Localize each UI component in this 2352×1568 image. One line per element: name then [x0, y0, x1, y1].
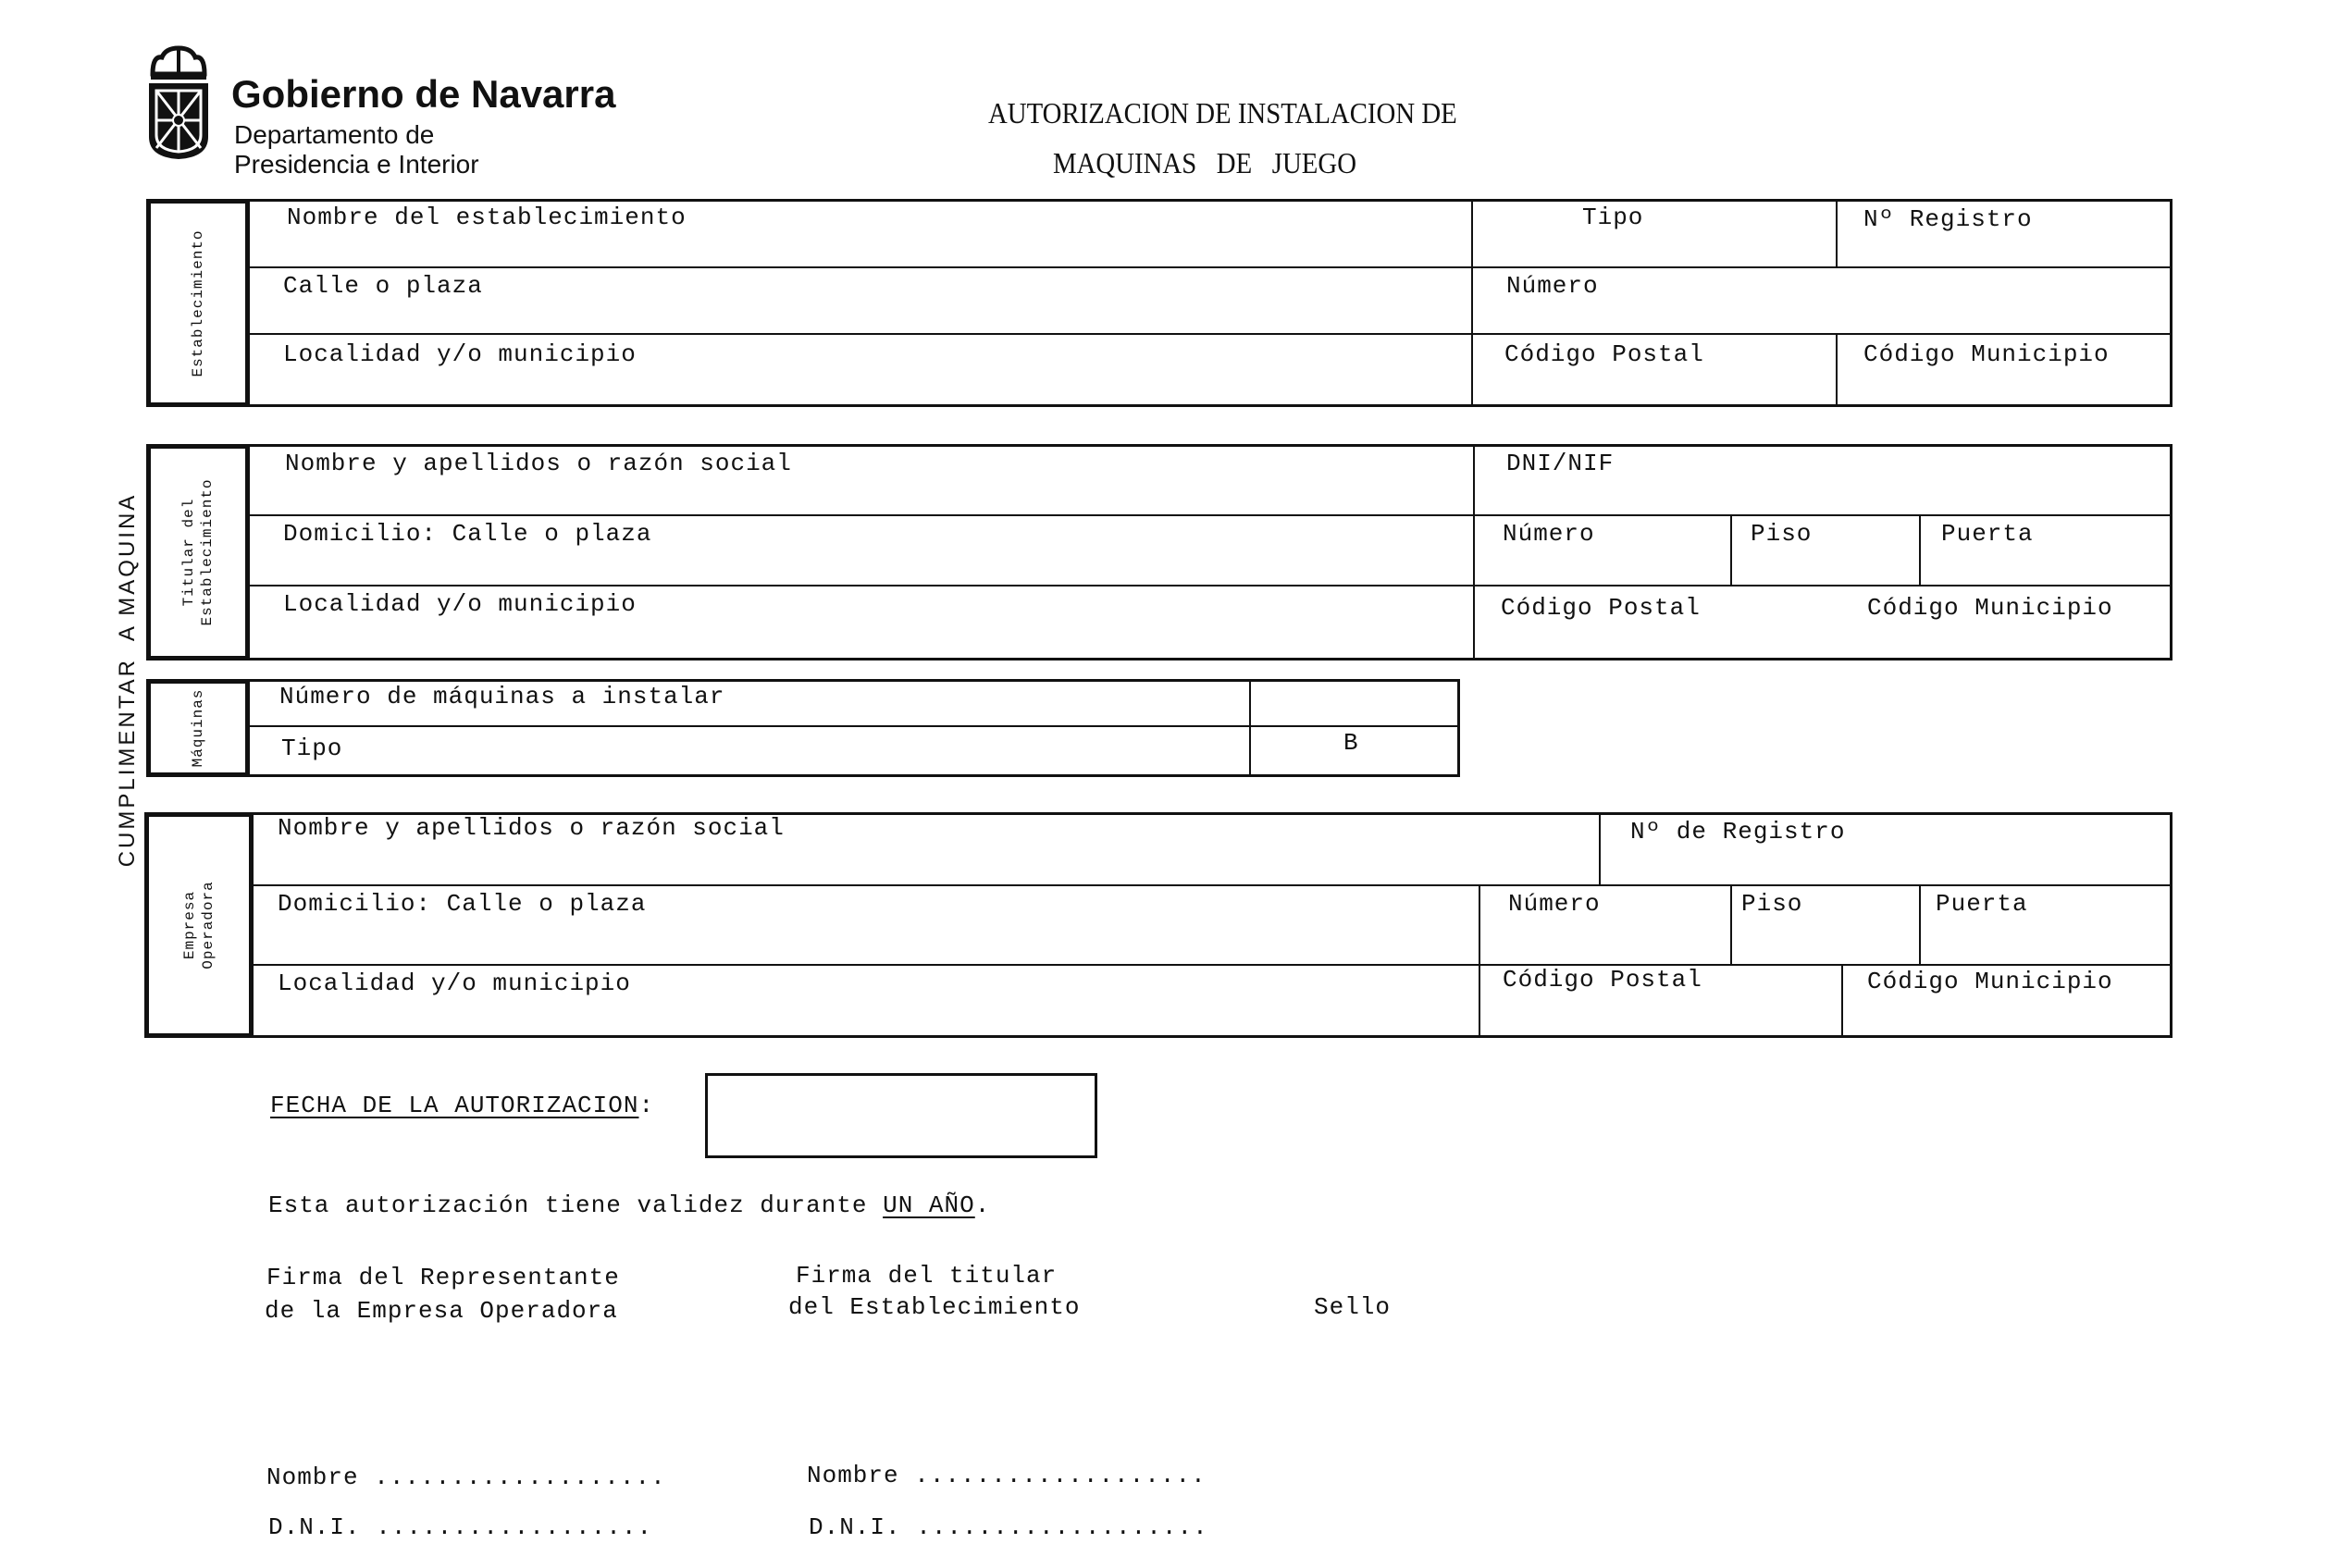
- field-titular-codigo-municipio[interactable]: Código Municipio: [1867, 594, 2113, 622]
- field-empresa-numero[interactable]: Número: [1508, 890, 1601, 918]
- section-label-empresa: Empresa Operadora: [144, 812, 254, 1038]
- firma-representante-line-2: de la Empresa Operadora: [265, 1297, 618, 1325]
- field-empresa-registro[interactable]: Nº de Registro: [1630, 818, 1846, 846]
- dni-firmante-2[interactable]: D.N.I. ...................: [809, 1513, 1208, 1541]
- sello-label: Sello: [1314, 1293, 1392, 1321]
- section-label-establecimiento: Establecimiento: [146, 199, 250, 407]
- firma-titular-line-1: Firma del titular: [796, 1262, 1058, 1290]
- field-titular-localidad[interactable]: Localidad y/o municipio: [283, 590, 637, 618]
- field-titular-puerta[interactable]: Puerta: [1941, 520, 2034, 548]
- field-titular-codigo-postal[interactable]: Código Postal: [1501, 594, 1701, 622]
- side-instruction: CUMPLIMENTAR A MAQUINA: [115, 492, 140, 868]
- field-empresa-puerta[interactable]: Puerta: [1936, 890, 2028, 918]
- field-tipo-maquina[interactable]: Tipo: [281, 735, 343, 762]
- nombre-firmante-1[interactable]: Nombre ...................: [266, 1463, 666, 1491]
- dept-line-2: Presidencia e Interior: [234, 150, 479, 179]
- form-title-line-2: MAQUINAS DE JUEGO: [1053, 146, 1356, 179]
- field-calle[interactable]: Calle o plaza: [283, 272, 483, 300]
- dni-firmante-1[interactable]: D.N.I. ..................: [268, 1513, 653, 1541]
- field-tipo[interactable]: Tipo: [1582, 204, 1644, 231]
- nombre-firmante-2[interactable]: Nombre ...................: [807, 1462, 1207, 1489]
- field-empresa-domicilio[interactable]: Domicilio: Calle o plaza: [278, 890, 647, 918]
- org-name: Gobierno de Navarra: [231, 72, 616, 116]
- field-titular-piso[interactable]: Piso: [1751, 520, 1813, 548]
- field-titular-numero[interactable]: Número: [1503, 520, 1595, 548]
- section-label-maquinas: Máquinas: [146, 679, 250, 777]
- field-empresa-nombre[interactable]: Nombre y apellidos o razón social: [278, 814, 785, 842]
- field-numero-maquinas[interactable]: Número de máquinas a instalar: [279, 683, 725, 710]
- validez-text: Esta autorización tiene validez durante UN AÑO.: [268, 1191, 991, 1219]
- fecha-label: FECHA DE LA AUTORIZACION:: [270, 1092, 655, 1119]
- field-registro[interactable]: Nº Registro: [1863, 205, 2033, 233]
- field-empresa-localidad[interactable]: Localidad y/o municipio: [278, 969, 631, 997]
- field-nombre-establecimiento[interactable]: Nombre del establecimiento: [287, 204, 687, 231]
- field-codigo-municipio[interactable]: Código Municipio: [1863, 340, 2110, 368]
- field-titular-domicilio[interactable]: Domicilio: Calle o plaza: [283, 520, 652, 548]
- tipo-maquina-value[interactable]: B: [1343, 729, 1359, 757]
- field-empresa-codigo-municipio[interactable]: Código Municipio: [1867, 968, 2113, 995]
- field-titular-dni[interactable]: DNI/NIF: [1506, 450, 1615, 477]
- dept-line-1: Departamento de: [234, 120, 435, 149]
- field-localidad[interactable]: Localidad y/o municipio: [283, 340, 637, 368]
- field-codigo-postal[interactable]: Código Postal: [1504, 340, 1704, 368]
- field-empresa-codigo-postal[interactable]: Código Postal: [1503, 966, 1702, 994]
- firma-titular-line-2: del Establecimiento: [788, 1293, 1081, 1321]
- navarra-coat-of-arms-icon: [143, 44, 214, 161]
- form-title-line-1: AUTORIZACION DE INSTALACION DE: [988, 96, 1457, 130]
- section-label-titular: Titular del Establecimiento: [146, 444, 250, 661]
- field-empresa-piso[interactable]: Piso: [1741, 890, 1803, 918]
- firma-representante-line-1: Firma del Representante: [266, 1264, 620, 1291]
- fecha-input[interactable]: [705, 1073, 1097, 1158]
- field-titular-nombre[interactable]: Nombre y apellidos o razón social: [285, 450, 792, 477]
- field-numero[interactable]: Número: [1506, 272, 1599, 300]
